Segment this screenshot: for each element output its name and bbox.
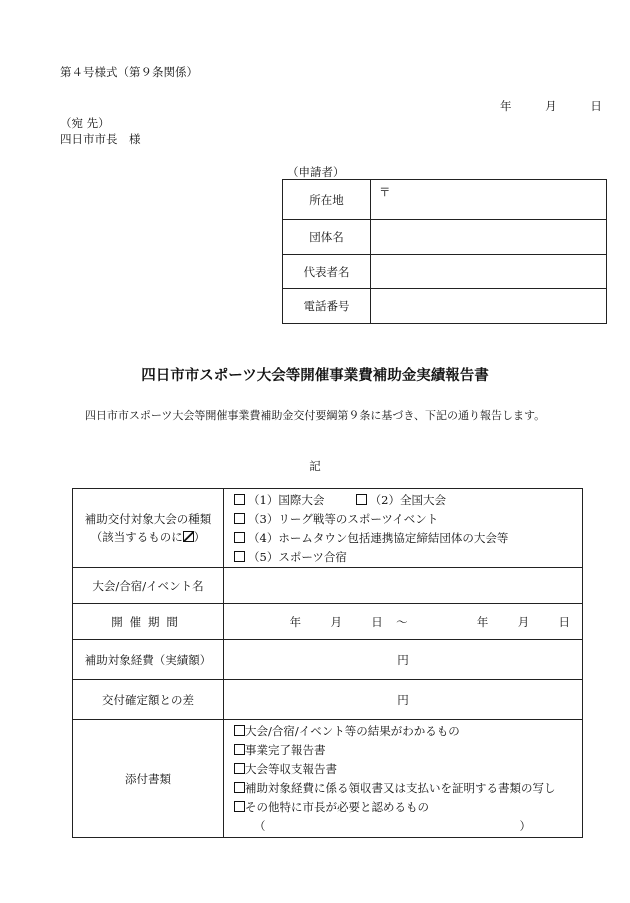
type-note: （該当するものに ） — [90, 530, 206, 544]
checkbox-icon[interactable] — [234, 782, 245, 793]
type-option-national: （2）全国大会 — [369, 493, 446, 507]
difference-label: 交付確定額との差 — [73, 680, 224, 720]
period-label-cell — [73, 604, 224, 640]
page-title: 四日市市スポーツ大会等開催事業費補助金実績報告書 — [141, 368, 489, 384]
period-label: 開催期間 — [111, 614, 185, 629]
checkbox-icon[interactable] — [234, 763, 245, 774]
yen-unit: 円 — [397, 692, 409, 707]
ki-heading: 記 — [309, 459, 321, 473]
applicant-label: 代表者名 — [283, 255, 371, 289]
other-detail-field[interactable] — [234, 817, 582, 836]
attachment-other: その他特に市長が必要と認めるもの — [245, 800, 429, 814]
checkbox-icon[interactable] — [234, 513, 245, 524]
expense-field[interactable] — [224, 640, 583, 680]
period-end-year: 年 — [476, 614, 489, 629]
phone-field[interactable] — [371, 289, 607, 324]
report-table — [72, 488, 583, 838]
date-month: 月 — [545, 99, 557, 113]
type-option-league: （3）リーグ戦等のスポーツイベント — [248, 512, 439, 526]
organization-field[interactable] — [371, 220, 607, 255]
period-tilde: ～ — [396, 614, 408, 629]
date-day: 日 — [590, 99, 602, 113]
expense-label: 補助対象経費（実績額） — [73, 640, 224, 680]
checkbox-icon[interactable] — [234, 551, 245, 562]
yen-unit: 円 — [397, 652, 409, 667]
representative-field[interactable] — [371, 255, 607, 289]
attachment-results: 大会/合宿/イベント等の結果がわかるもの — [245, 724, 460, 738]
addressee-prefix: （宛 先） — [60, 116, 110, 130]
checkbox-icon[interactable] — [234, 801, 245, 812]
type-option-hometown: （4）ホームタウン包括連携協定締結団体の大会等 — [248, 531, 509, 545]
attachment-completion-report: 事業完了報告書 — [245, 743, 326, 757]
period-end-month: 月 — [517, 614, 530, 629]
address-field[interactable]: 〒 — [371, 180, 607, 220]
attachment-budget-report: 大会等収支報告書 — [245, 762, 337, 776]
checkbox-icon[interactable] — [234, 494, 245, 505]
applicant-table — [282, 179, 607, 324]
submission-date — [500, 98, 602, 114]
period-start-month: 月 — [330, 614, 342, 629]
type-option-international: （1）国際大会 — [248, 493, 325, 507]
applicant-label: 団体名 — [283, 220, 371, 255]
intro-text: 四日市市スポーツ大会等開催事業費補助金交付要綱第９条に基づき、下記の通り報告します。 — [84, 409, 546, 422]
attachment-receipts: 補助対象経費に係る領収書又は支払いを証明する書類の写し — [245, 781, 556, 795]
type-option-camp: （5）スポーツ合宿 — [248, 550, 347, 564]
period-field[interactable] — [224, 604, 583, 640]
attachments-cell — [224, 720, 583, 838]
applicant-heading: （申請者） — [287, 165, 345, 179]
event-name-field[interactable] — [224, 568, 583, 604]
checkbox-icon[interactable] — [234, 725, 245, 736]
addressee-name: 四日市市長 様 — [60, 132, 141, 146]
paren-close: ） — [519, 819, 531, 833]
type-label-cell — [73, 489, 224, 568]
paren-open: （ — [254, 819, 266, 833]
form-number: 第４号様式（第９条関係） — [60, 65, 198, 79]
event-name-label: 大会/合宿/イベント名 — [73, 568, 224, 604]
checkbox-icon[interactable] — [234, 744, 245, 755]
checkbox-icon[interactable] — [234, 532, 245, 543]
applicant-label: 電話番号 — [283, 289, 371, 324]
period-start-year: 年 — [289, 614, 302, 629]
checked-box-icon — [183, 531, 194, 542]
applicant-label: 所在地 — [283, 180, 371, 220]
period-end-day: 日 — [558, 614, 571, 629]
difference-field[interactable] — [224, 680, 583, 720]
checkbox-icon[interactable] — [356, 494, 367, 505]
type-label: 補助交付対象大会の種類 — [84, 512, 212, 526]
attachments-label: 添付書類 — [73, 720, 224, 838]
date-year: 年 — [500, 99, 512, 113]
type-options-cell — [224, 489, 583, 568]
period-start-day: 日 — [371, 614, 383, 629]
